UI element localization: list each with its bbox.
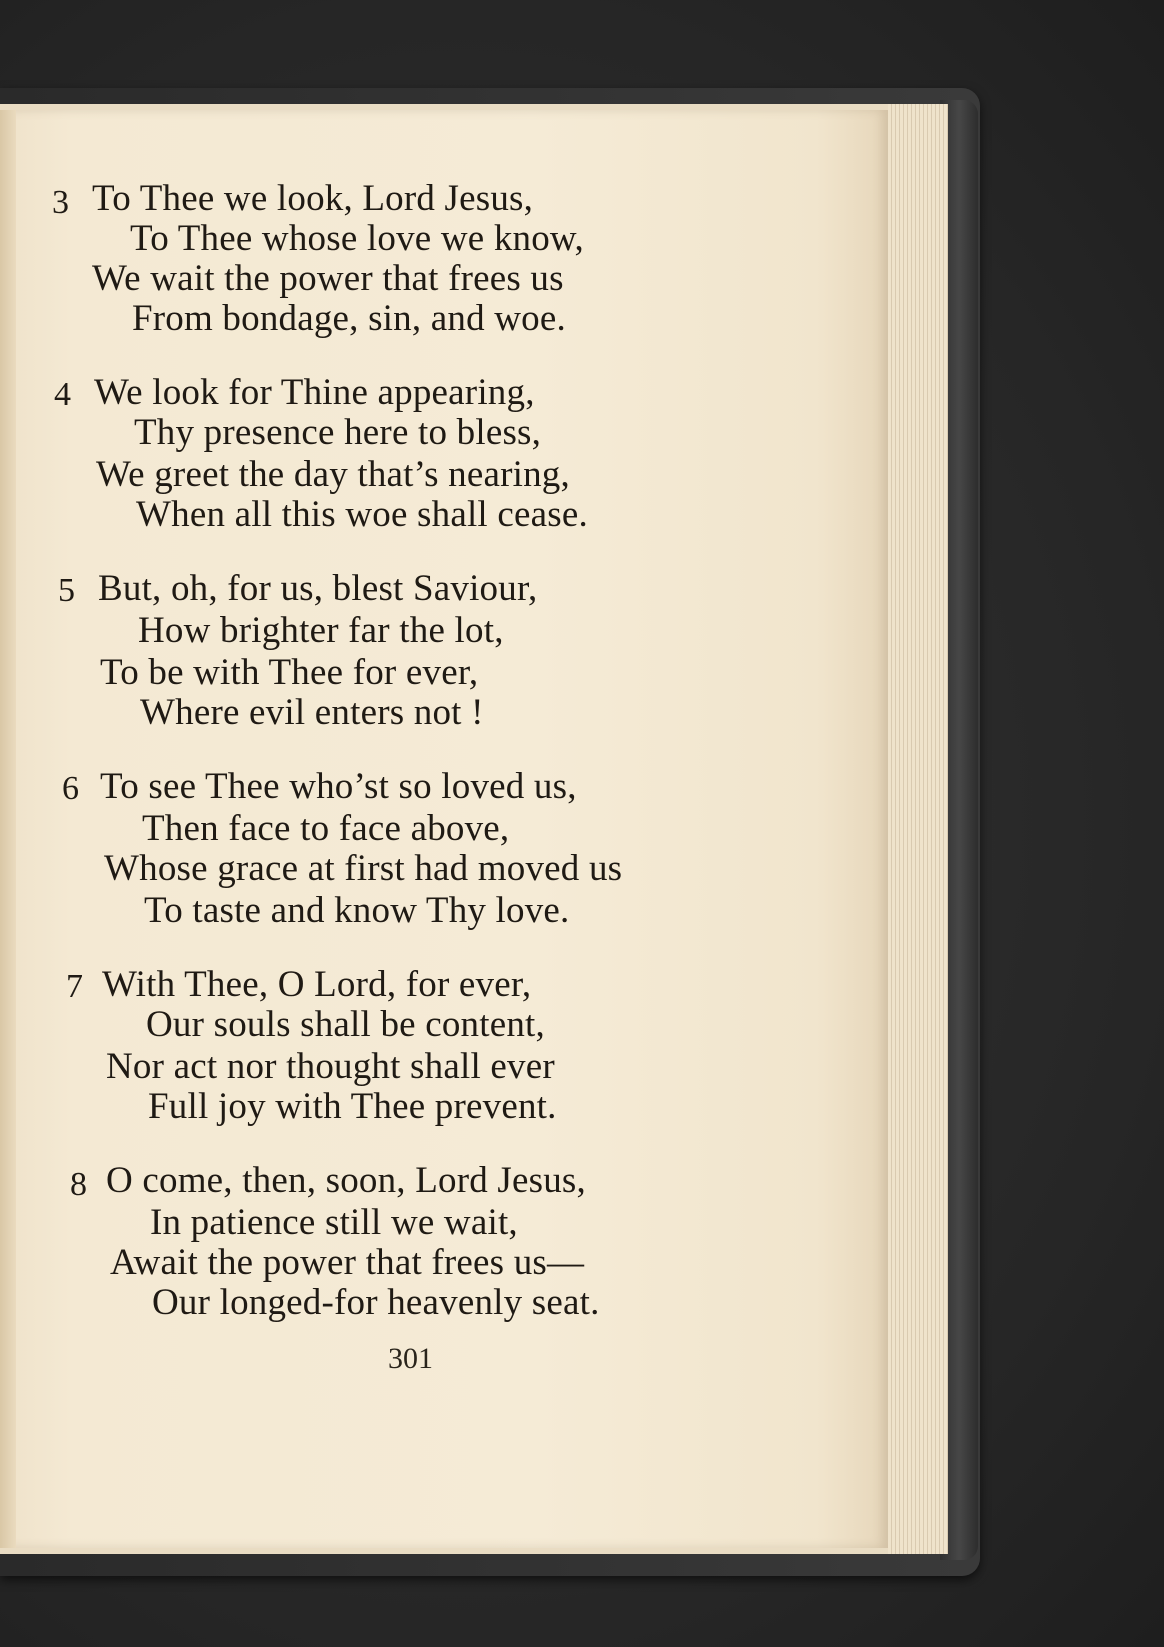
verse-line: How brighter far the lot, (138, 610, 504, 651)
book-page (0, 110, 888, 1548)
verse-line: Full joy with Thee prevent. (148, 1086, 557, 1127)
verse-number: 7 (66, 968, 83, 1005)
verse-line: To be with Thee for ever, (100, 652, 479, 693)
verse-line: To Thee we look, Lord Jesus, (92, 178, 534, 219)
page-gutter (0, 110, 16, 1548)
verse-line: We wait the power that frees us (92, 258, 564, 299)
verse-line: Await the power that frees us— (110, 1242, 585, 1283)
verse-number: 4 (54, 376, 71, 413)
page-edges (888, 104, 948, 1554)
verse-line: When all this woe shall cease. (136, 494, 588, 535)
verse-number: 8 (70, 1166, 87, 1203)
verse-number: 3 (52, 184, 69, 221)
verse-line: With Thee, O Lord, for ever, (102, 964, 532, 1005)
verse-line: We look for Thine appearing, (94, 372, 535, 413)
verse-number: 6 (62, 770, 79, 807)
verse-line: But, oh, for us, blest Saviour, (98, 568, 538, 609)
verse-line: Then face to face above, (142, 808, 510, 849)
page-number: 301 (388, 1342, 433, 1375)
verse-number: 5 (58, 572, 75, 609)
verse-line: Nor act nor thought shall ever (106, 1046, 555, 1087)
hymn-text (0, 110, 888, 1548)
verse-line: Where evil enters not ! (140, 692, 484, 733)
verse-line: To taste and know Thy love. (144, 890, 570, 931)
verse-line: Thy presence here to bless, (134, 412, 542, 453)
verse-line: O come, then, soon, Lord Jesus, (106, 1160, 586, 1201)
verse-line: To see Thee who’st so loved us, (100, 766, 577, 807)
verse-line: From bondage, sin, and woe. (132, 298, 566, 339)
verse-line: Whose grace at first had moved us (104, 848, 623, 889)
verse-line: Our longed-for heavenly seat. (152, 1282, 600, 1323)
verse-line: Our souls shall be content, (146, 1004, 545, 1045)
verse-line: We greet the day that’s nearing, (96, 454, 570, 495)
verse-line: In patience still we wait, (150, 1202, 518, 1243)
verse-line: To Thee whose love we know, (130, 218, 584, 259)
